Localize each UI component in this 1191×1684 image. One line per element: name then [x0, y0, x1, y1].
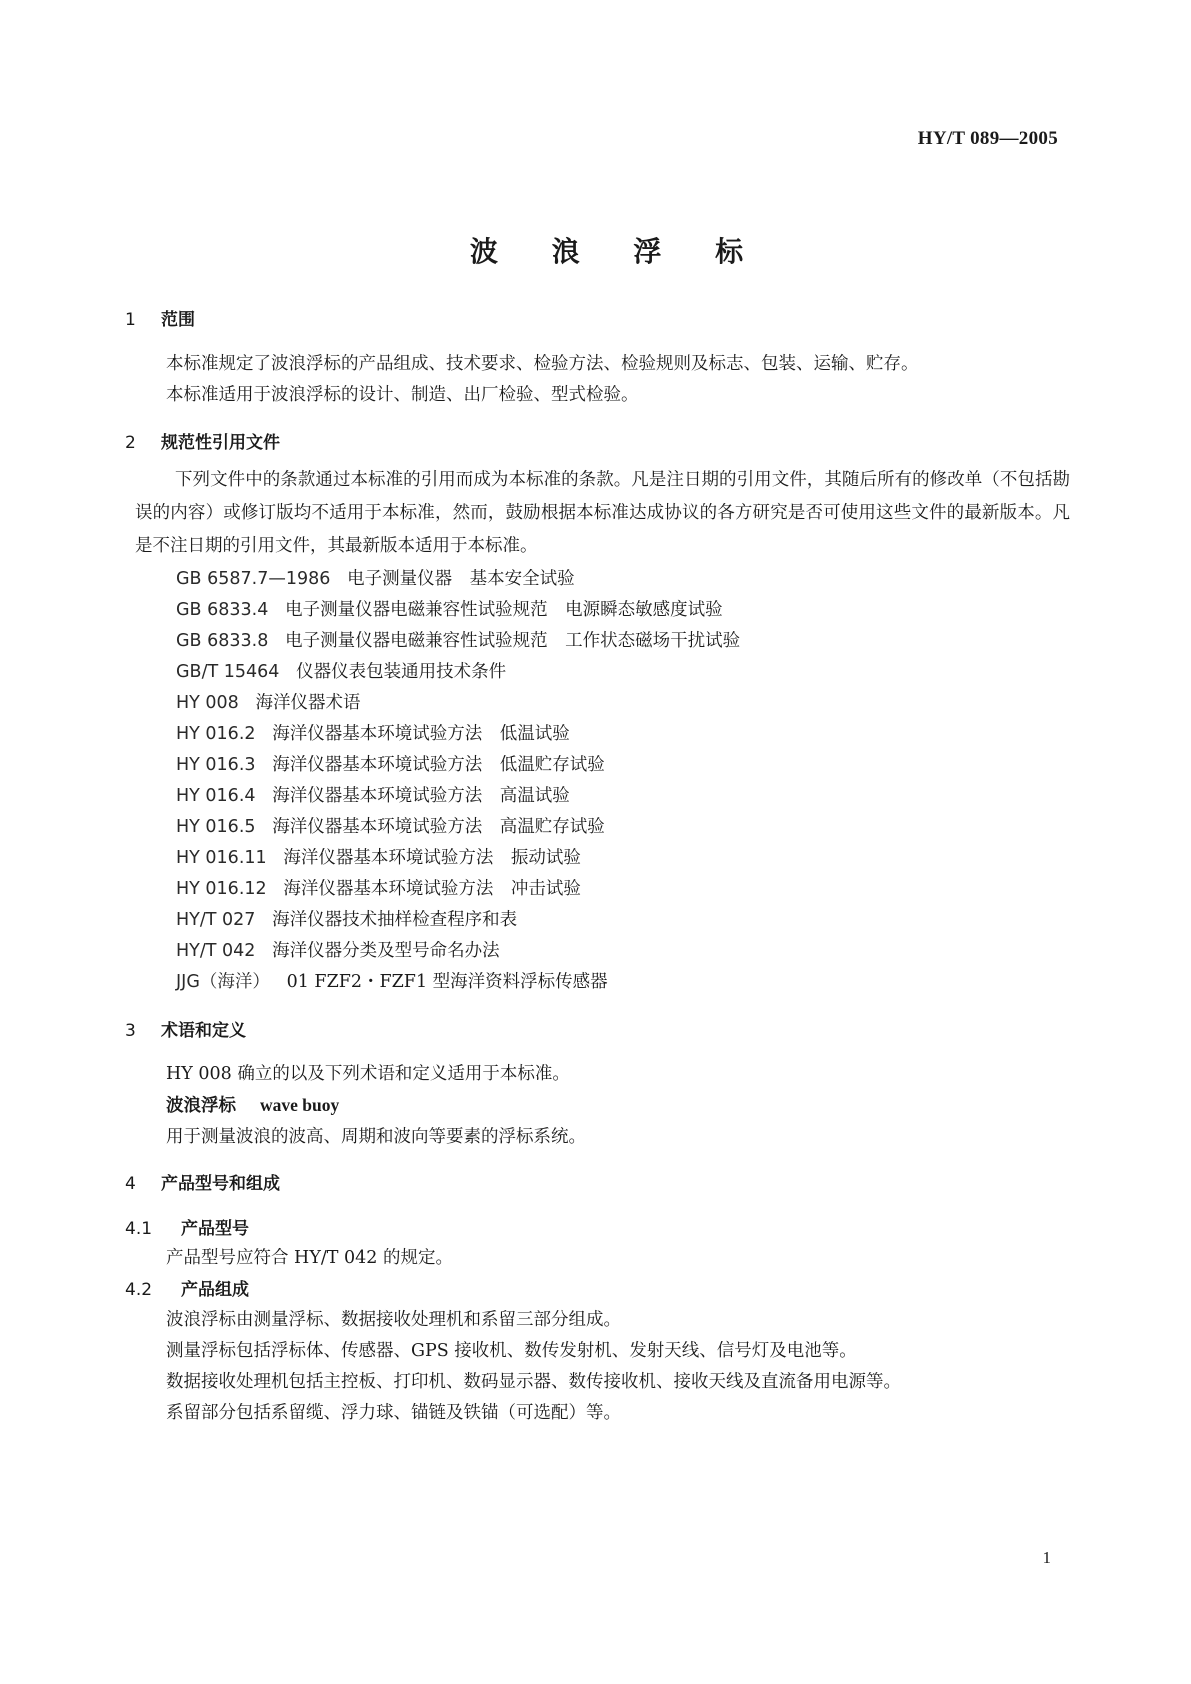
paragraph: 本标准适用于波浪浮标的设计、制造、出厂检验、型式检验。 — [166, 385, 639, 405]
paragraph: HY 008 确立的以及下列术语和定义适用于本标准。 — [166, 1064, 570, 1084]
reference-title: 海洋仪器分类及型号命名办法 — [272, 941, 500, 961]
reference-item — [176, 782, 570, 807]
subsection-number: 4.2 — [125, 1280, 153, 1300]
reference-title: 电子测量仪器电磁兼容性试验规范 工作状态磁场干扰试验 — [285, 631, 741, 651]
section-number: 2 — [125, 433, 136, 453]
reference-item — [176, 751, 605, 776]
reference-title: 海洋仪器技术抽样检查程序和表 — [272, 910, 518, 930]
reference-title: 海洋仪器基本环境试验方法 低温贮存试验 — [272, 755, 605, 775]
reference-title: 仪器仪表包装通用技术条件 — [296, 662, 507, 682]
reference-code: HY 016.2 — [176, 724, 256, 744]
paragraph: 本标准规定了波浪浮标的产品组成、技术要求、检验方法、检验规则及标志、包装、运输、贮存。 — [166, 354, 919, 374]
reference-code: GB 6587.7—1986 — [176, 569, 331, 589]
term-entry — [166, 1092, 339, 1117]
reference-item — [176, 813, 605, 838]
reference-title: 海洋仪器基本环境试验方法 冲击试验 — [283, 879, 581, 899]
reference-item — [176, 906, 517, 931]
reference-title: 电子测量仪器 基本安全试验 — [347, 569, 575, 589]
section-number: 1 — [125, 310, 136, 330]
paragraph: 用于测量波浪的波高、周期和波向等要素的浮标系统。 — [166, 1127, 586, 1147]
section-number: 3 — [125, 1021, 136, 1041]
section-title: 产品型号和组成 — [161, 1174, 280, 1194]
reference-item — [176, 937, 500, 962]
standard-code: HY/T 089—2005 — [917, 128, 1058, 149]
reference-item — [176, 968, 608, 993]
reference-code: HY 016.4 — [176, 786, 256, 806]
reference-code: GB/T 15464 — [176, 662, 280, 682]
paragraph: 下列文件中的条款通过本标准的引用而成为本标准的条款。凡是注日期的引用文件，其随后所有的修改单（不包括勘误的内容）或修订版均不适用于本标准，然而，鼓励根据本标准达成协议的各方研究是否可使用这些文件的最新版本。凡是不注日期的引用文件，其最新版本适用于本标准。 — [135, 470, 1070, 556]
section-title: 规范性引用文件 — [161, 433, 280, 453]
reference-title: 电子测量仪器电磁兼容性试验规范 电源瞬态敏感度试验 — [285, 600, 723, 620]
reference-title: 海洋仪器基本环境试验方法 振动试验 — [283, 848, 581, 868]
reference-item — [176, 689, 361, 714]
section-2-heading — [125, 428, 280, 453]
paragraph: 测量浮标包括浮标体、传感器、GPS 接收机、数传发射机、发射天线、信号灯及电池等。 — [166, 1341, 857, 1361]
term-english: wave buoy — [260, 1095, 340, 1115]
section-title: 术语和定义 — [161, 1021, 246, 1041]
section-3-heading — [125, 1016, 246, 1041]
section-title: 范围 — [161, 310, 195, 330]
section-number: 4 — [125, 1174, 136, 1194]
subsection-title: 产品型号 — [181, 1219, 249, 1239]
reference-item — [176, 720, 570, 745]
reference-item — [176, 844, 581, 869]
reference-title: 海洋仪器基本环境试验方法 低温试验 — [272, 724, 570, 744]
reference-title: 海洋仪器基本环境试验方法 高温试验 — [272, 786, 570, 806]
reference-item — [176, 627, 740, 652]
section-4-heading — [125, 1169, 280, 1194]
reference-item — [176, 596, 723, 621]
reference-title: 海洋仪器术语 — [255, 693, 361, 713]
page-title: 波 浪 浮 标 — [469, 235, 766, 268]
reference-code: JJG（海洋） — [176, 972, 270, 992]
reference-code: GB 6833.4 — [176, 600, 269, 620]
reference-item — [176, 565, 575, 590]
section-1-heading — [125, 305, 195, 330]
reference-item — [176, 875, 581, 900]
reference-code: HY 016.3 — [176, 755, 256, 775]
reference-code: HY 016.12 — [176, 879, 267, 899]
subsection-title: 产品组成 — [181, 1280, 249, 1300]
reference-code: HY 016.5 — [176, 817, 256, 837]
reference-code: HY 016.11 — [176, 848, 267, 868]
paragraph: 波浪浮标由测量浮标、数据接收处理机和系留三部分组成。 — [166, 1310, 621, 1330]
reference-item — [176, 658, 506, 683]
paragraph: 系留部分包括系留缆、浮力球、锚链及铁锚（可选配）等。 — [166, 1403, 621, 1423]
page-number: 1 — [1042, 1548, 1051, 1567]
reference-title: 01 FZF2・FZF1 型海洋资料浮标传感器 — [286, 972, 608, 992]
reference-code: HY/T 042 — [176, 941, 256, 961]
reference-code: HY/T 027 — [176, 910, 256, 930]
reference-code: GB 6833.8 — [176, 631, 269, 651]
paragraph: 数据接收处理机包括主控板、打印机、数码显示器、数传接收机、接收天线及直流备用电源等。 — [166, 1372, 901, 1392]
paragraph: 产品型号应符合 HY/T 042 的规定。 — [166, 1248, 453, 1268]
reference-title: 海洋仪器基本环境试验方法 高温贮存试验 — [272, 817, 605, 837]
term-chinese: 波浪浮标 — [166, 1096, 236, 1116]
subsection-4-2-heading — [125, 1275, 249, 1300]
subsection-4-1-heading — [125, 1214, 249, 1239]
reference-code: HY 008 — [176, 693, 239, 713]
subsection-number: 4.1 — [125, 1219, 153, 1239]
